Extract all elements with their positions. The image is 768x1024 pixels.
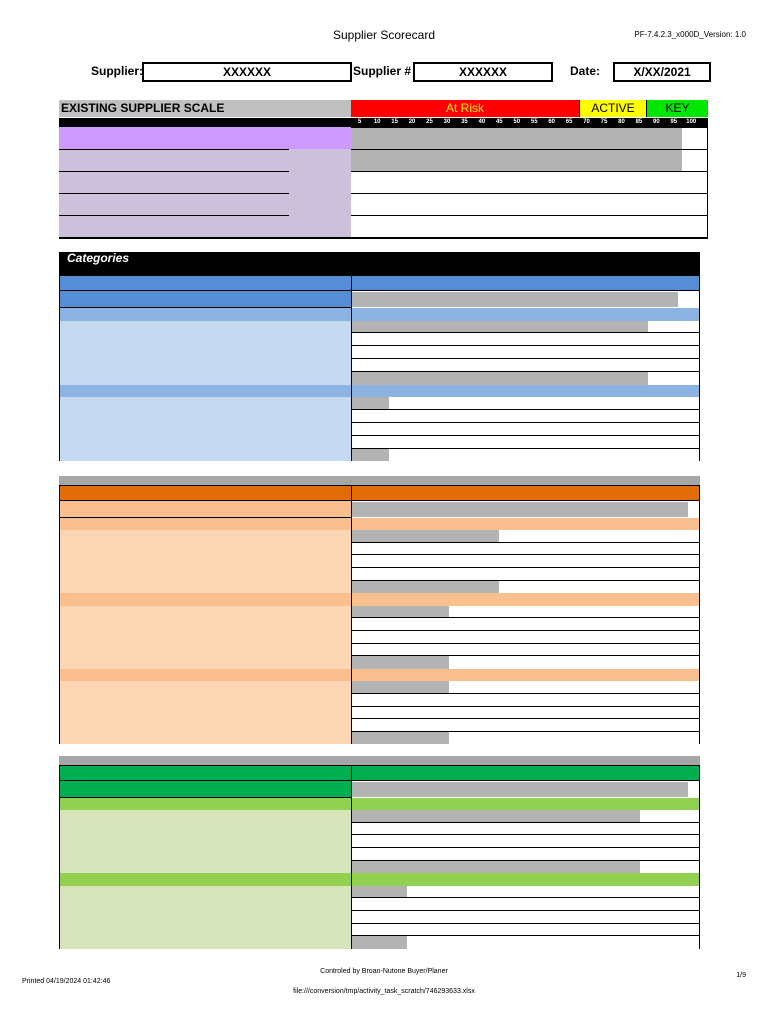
total-score-value xyxy=(299,127,349,149)
ytd-bg xyxy=(59,291,351,308)
row-bg xyxy=(59,397,351,410)
table-row xyxy=(59,631,700,644)
supplier-number-label: Supplier # xyxy=(353,64,412,78)
row-bg xyxy=(59,936,351,949)
active-band: ACTIVE xyxy=(579,100,646,117)
scale-tick-label: 40 xyxy=(478,119,486,125)
metric-header-row xyxy=(59,798,700,811)
row-bg xyxy=(59,436,351,449)
table-row xyxy=(59,423,700,436)
ytd-bar-fill xyxy=(351,936,407,949)
divider xyxy=(351,485,352,744)
scale-title: EXISTING SUPPLIER SCALE xyxy=(59,100,351,117)
score-bar-fill xyxy=(351,321,648,333)
row-bg xyxy=(59,911,351,924)
ytd-bg xyxy=(59,781,351,798)
metric-ytd-row xyxy=(59,449,700,462)
section-header-row xyxy=(59,275,700,291)
table-row xyxy=(59,694,700,707)
ytd-bar-fill xyxy=(351,732,449,745)
scale-tick-label: 70 xyxy=(583,119,590,125)
row-bg xyxy=(59,861,351,874)
tick-row xyxy=(59,266,700,275)
row-bg xyxy=(59,555,351,568)
row-bg xyxy=(59,321,351,334)
quarter-total-value xyxy=(299,149,349,171)
row-bg xyxy=(59,530,351,543)
date-field[interactable]: X/XX/2021 xyxy=(613,62,711,82)
scale-tick-label: 85 xyxy=(635,119,643,125)
row-bg xyxy=(59,924,351,937)
page-title: Supplier Scorecard xyxy=(332,28,436,42)
row-bg xyxy=(59,681,351,694)
section-title xyxy=(352,276,701,290)
scale-tick-label: 30 xyxy=(443,119,451,125)
section-ytd-row xyxy=(59,781,700,798)
scale-tick-label: 45 xyxy=(495,119,503,125)
scale-tick-label: 50 xyxy=(513,119,521,125)
section-header-row xyxy=(59,485,700,501)
score-bar-fill xyxy=(351,397,389,409)
scale-tick-label: 95 xyxy=(670,119,678,125)
table-row xyxy=(59,823,700,836)
row-bg xyxy=(59,707,351,720)
metric-header-row xyxy=(59,873,700,886)
score-bar-fill xyxy=(351,606,449,618)
divider xyxy=(59,275,60,461)
table-row xyxy=(59,835,700,848)
tick-row xyxy=(59,756,700,765)
divider xyxy=(699,275,700,461)
scale-tick-label: 65 xyxy=(565,119,573,125)
quarter-label xyxy=(119,171,149,193)
table-row xyxy=(59,618,700,631)
scale-tick-label: 20 xyxy=(408,119,416,125)
row-bg xyxy=(59,694,351,707)
ytd-bar-fill xyxy=(351,292,678,307)
tick-row xyxy=(59,476,700,485)
row-bg xyxy=(59,823,351,836)
table-row xyxy=(59,606,700,619)
score-bar-fill xyxy=(351,681,449,693)
score-bar-track xyxy=(351,171,708,193)
table-row xyxy=(59,333,700,346)
table-row xyxy=(59,911,700,924)
table-row xyxy=(59,555,700,568)
quarter-total-value xyxy=(299,215,349,237)
table-row xyxy=(59,359,700,372)
metric-header-row xyxy=(59,308,700,321)
quarter-label xyxy=(119,193,149,215)
table-row xyxy=(59,530,700,543)
quarter-total-value xyxy=(299,193,349,215)
scale-tick-label: 75 xyxy=(600,119,608,125)
table-row xyxy=(59,719,700,732)
section-title xyxy=(352,766,701,780)
scale-tick-label: 35 xyxy=(461,119,468,125)
divider xyxy=(59,765,60,949)
row-bg xyxy=(59,333,351,346)
score-bar-track xyxy=(351,215,708,237)
scale-tick-label: 55 xyxy=(530,119,538,125)
total-label xyxy=(229,149,289,171)
row-bg xyxy=(59,631,351,644)
section-title xyxy=(352,486,701,500)
row-bg xyxy=(59,372,351,385)
score-bar-track xyxy=(351,193,708,215)
printed-timestamp: Printed 04/19/2024 01:42:46 xyxy=(22,978,111,985)
categories-header: Categories xyxy=(59,252,700,266)
row-bg xyxy=(59,848,351,861)
row-bg xyxy=(59,810,351,823)
row-bg xyxy=(59,606,351,619)
row-bg xyxy=(59,543,351,556)
section-ytd-row xyxy=(59,501,700,518)
total-label xyxy=(229,171,289,193)
table-row xyxy=(59,886,700,899)
file-path: file:///conversion/tmp/activity_task_scratch/746293633.xlsx xyxy=(293,988,475,995)
row-bg xyxy=(59,898,351,911)
score-bar-fill xyxy=(351,128,682,149)
row-bg xyxy=(59,423,351,436)
table-row xyxy=(59,410,700,423)
row-bg xyxy=(59,581,351,594)
metric-ytd-row xyxy=(59,732,700,745)
table-row xyxy=(59,321,700,334)
row-bg xyxy=(59,886,351,899)
score-bar-fill xyxy=(351,530,499,542)
table-row xyxy=(59,436,700,449)
metric-ytd-row xyxy=(59,581,700,594)
section-ytd-row xyxy=(59,291,700,308)
table-row xyxy=(59,681,700,694)
total-label xyxy=(229,215,289,237)
ytd-bar-fill xyxy=(351,449,389,462)
table-row xyxy=(59,810,700,823)
quarter-label xyxy=(119,215,149,237)
total-label xyxy=(229,193,289,215)
row-bg xyxy=(59,618,351,631)
section-header-row xyxy=(59,765,700,781)
scale-tick-label: 15 xyxy=(391,119,398,125)
ytd-bar-fill xyxy=(351,861,640,874)
row-bg xyxy=(59,449,351,462)
page-number: 1/9 xyxy=(736,972,746,979)
metric-ytd-row xyxy=(59,372,700,385)
row-bg xyxy=(59,568,351,581)
scale-tick-label: 90 xyxy=(653,119,660,125)
table-row xyxy=(59,898,700,911)
scale-tick-label: 5 xyxy=(358,119,362,125)
score-bar-fill xyxy=(351,810,640,822)
ytd-bar-fill xyxy=(351,502,688,517)
row-bg xyxy=(59,656,351,669)
table-row xyxy=(59,397,700,410)
scale-tick-label: 100 xyxy=(686,119,697,125)
controlled-by: Controled by Broan-Nutone Buyer/Planer xyxy=(320,968,448,975)
row-bg xyxy=(59,732,351,745)
quarter-label xyxy=(119,149,149,171)
scale-tick-label: 80 xyxy=(618,119,625,125)
table-row xyxy=(59,644,700,657)
metric-header-row xyxy=(59,669,700,682)
ytd-bar-fill xyxy=(351,782,688,797)
divider xyxy=(351,765,352,949)
ytd-bg xyxy=(59,501,351,518)
metric-header-row xyxy=(59,593,700,606)
metric-ytd-row xyxy=(59,936,700,949)
document-id: PF-7.4.2.3_x000D_Version: 1.0 xyxy=(634,30,746,39)
row-bg xyxy=(59,644,351,657)
row-bg xyxy=(59,410,351,423)
score-bar-fill xyxy=(351,150,682,171)
metric-header-row xyxy=(59,518,700,531)
metric-ytd-row xyxy=(59,861,700,874)
date-label: Date: xyxy=(570,64,601,78)
ytd-bar-fill xyxy=(351,656,449,669)
divider xyxy=(699,765,700,949)
row-bg xyxy=(59,346,351,359)
divider xyxy=(351,275,352,461)
ytd-bar-fill xyxy=(351,581,499,594)
score-summary xyxy=(59,127,708,237)
scale-tick-row xyxy=(59,118,708,127)
supplier-label: Supplier: xyxy=(91,64,144,78)
divider xyxy=(59,485,60,744)
table-row xyxy=(59,543,700,556)
ytd-bar-fill xyxy=(351,372,648,385)
score-bar-fill xyxy=(351,886,407,898)
metric-ytd-row xyxy=(59,656,700,669)
divider xyxy=(699,485,700,744)
table-row xyxy=(59,924,700,937)
supplier-number-field[interactable]: XXXXXX xyxy=(413,62,553,82)
metric-header-row xyxy=(59,385,700,398)
scale-tick-label: 25 xyxy=(426,119,433,125)
at-risk-band: At Risk xyxy=(351,100,579,117)
row-bg xyxy=(59,835,351,848)
table-row xyxy=(59,568,700,581)
row-bg xyxy=(59,719,351,732)
summary-bottom-rule xyxy=(59,237,708,239)
scale-tick-label: 60 xyxy=(548,119,556,125)
table-row xyxy=(59,848,700,861)
row-bg xyxy=(59,359,351,372)
key-band: KEY xyxy=(646,100,708,117)
quarter-total-value xyxy=(299,171,349,193)
table-row xyxy=(59,707,700,720)
supplier-field[interactable]: XXXXXX xyxy=(142,62,352,82)
scale-tick-label: 10 xyxy=(373,119,381,125)
table-row xyxy=(59,346,700,359)
